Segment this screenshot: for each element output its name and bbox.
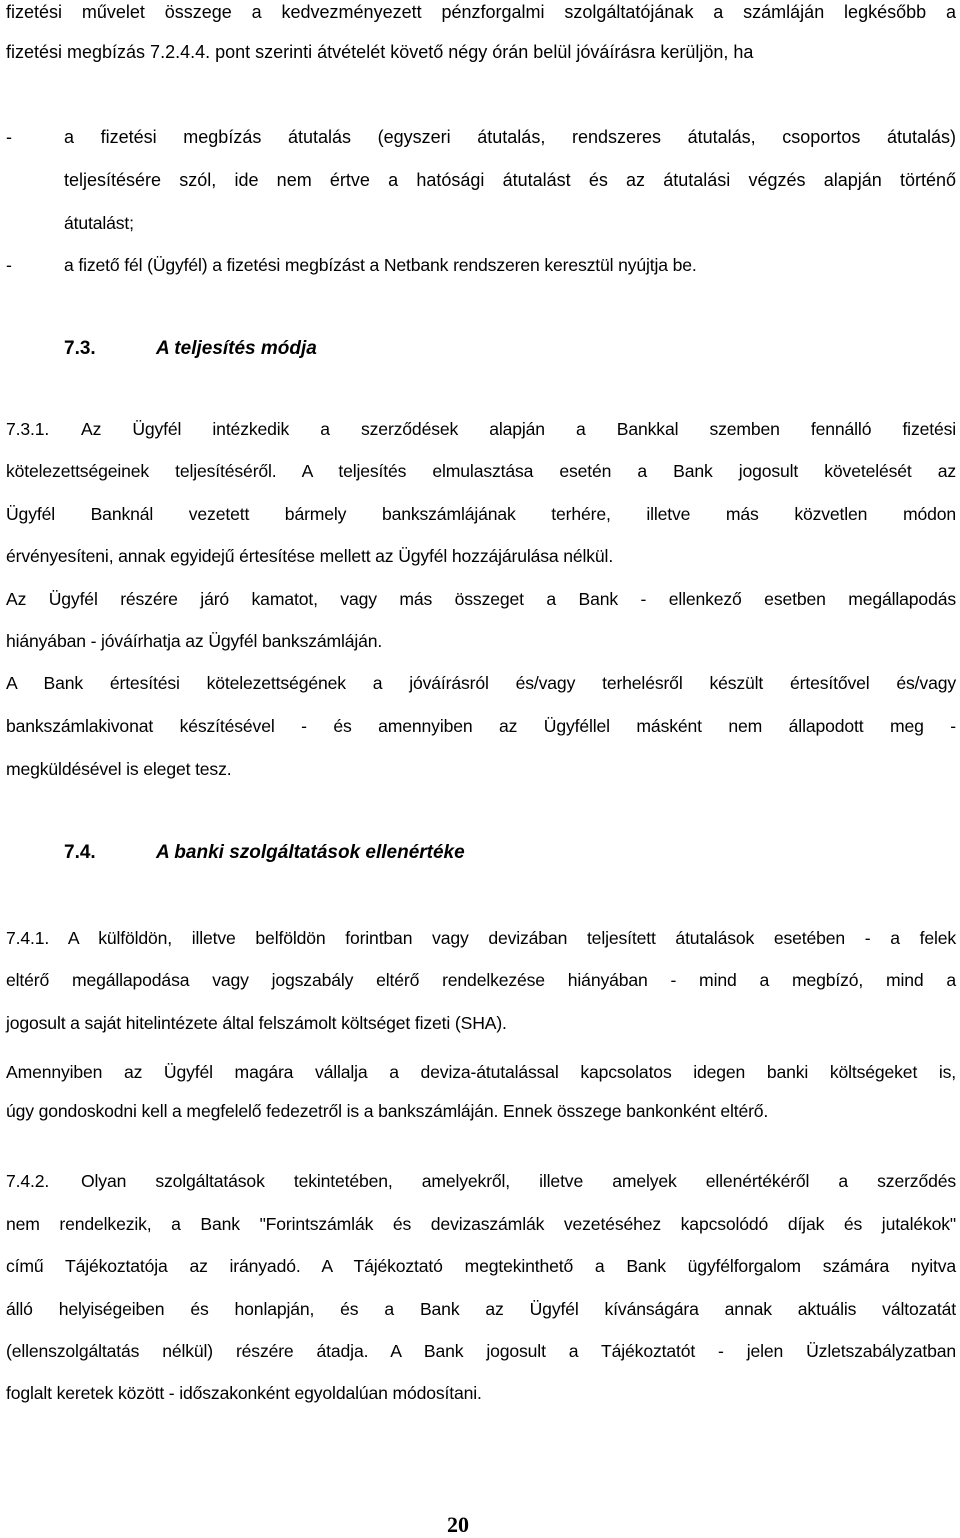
bullet-dash: - <box>6 255 12 275</box>
paragraph-7-4-2-line-3: című Tájékoztatója az irányadó. A Tájékoztató megtekinthető a Bank ügyfélforgalom számára nyitva <box>6 1256 956 1276</box>
paragraph-notification-line-3: megküldésével is eleget tesz. <box>6 759 232 779</box>
section-number: 7.4. <box>64 842 96 863</box>
paragraph-7-3-1-line-4: érvényesíteni, annak egyidejű értesítése mellett az Ügyfél hozzájárulása nélkül. <box>6 546 614 566</box>
paragraph-7-4-2-line-6: foglalt keretek között - időszakonként egyoldalúan módosítani. <box>6 1383 482 1403</box>
paragraph-7-4-1-line-3: jogosult a saját hitelintézete által felszámolt költséget fizeti (SHA). <box>6 1013 507 1033</box>
paragraph-7-4-2-num: 7.4.2. <box>6 1171 50 1191</box>
section-heading-7-4 <box>64 841 465 865</box>
section-title: A banki szolgáltatások ellenértéke <box>156 842 465 863</box>
paragraph-interest-line-2: hiányában - jóváírhatja az Ügyfél bankszámláján. <box>6 631 383 651</box>
bullet-1-line-1: a fizetési megbízás átutalás (egyszeri átutalás, rendszeres átutalás, csoportos átutalás) <box>64 127 956 147</box>
paragraph-7-4-2-line-5: (ellenszolgáltatás nélkül) részére átadja. A Bank jogosult a Tájékoztatót - jelen Üzletszabályzatban <box>6 1341 956 1361</box>
paragraph-7-3-1-line-3: Ügyfél Banknál vezetett bármely bankszámlájának terhére, illetve más közvetlen módon <box>6 504 956 524</box>
section-heading-7-3 <box>64 337 317 361</box>
paragraph-foreign-costs-line-2: úgy gondoskodni kell a megfelelő fedezetről is a bankszámláján. Ennek összege bankonként eltérő. <box>6 1101 769 1121</box>
paragraph-7-3-1-num: 7.3.1. <box>6 419 50 439</box>
section-number: 7.3. <box>64 338 96 359</box>
paragraph-7-4-2-line-4: álló helyiségeiben és honlapján, és a Bank az Ügyfél kívánságára annak aktuális változatát <box>6 1299 956 1319</box>
bullet-1-line-2: teljesítésére szól, ide nem értve a hatósági átutalást és az átutalási végzés alapján történő <box>64 170 956 190</box>
section-title: A teljesítés módja <box>156 338 317 359</box>
paragraph-7-3-1-line-2: kötelezettségeinek teljesítéséről. A teljesítés elmulasztása esetén a Bank jogosult követelését az <box>6 461 956 481</box>
bullet-1-line-3: átutalást; <box>64 213 134 233</box>
paragraph-notification-line-2: bankszámlakivonat készítésével - és amennyiben az Ügyféllel másként nem állapodott meg - <box>6 716 956 736</box>
bullet-dash: - <box>6 127 12 147</box>
paragraph-7-4-1-line-2: eltérő megállapodása vagy jogszabály eltérő rendelkezése hiányában - mind a megbízó, mind a <box>6 970 956 990</box>
paragraph-7-4-1-line-1: 7.4.1. A külföldön, illetve belföldön forintban vagy devizában teljesített átutalások esetében - a felek <box>6 928 956 948</box>
paragraph-7-3-1-line-1: Az Ügyfél intézkedik a szerződések alapján a Bankkal szemben fennálló fizetési <box>81 419 956 439</box>
continuation-line-1: fizetési művelet összege a kedvezményezett pénzforgalmi szolgáltatójának a számláján legkésőbb a <box>6 2 956 22</box>
bullet-2-line-1: a fizető fél (Ügyfél) a fizetési megbízást a Netbank rendszeren keresztül nyújtja be. <box>64 255 697 275</box>
page-number: 20 <box>447 1512 469 1537</box>
continuation-line-2: fizetési megbízás 7.2.4.4. pont szerinti átvételét követő négy órán belül jóváírásra kerüljön, ha <box>6 42 754 62</box>
paragraph-foreign-costs-line-1: Amennyiben az Ügyfél magára vállalja a deviza-átutalással kapcsolatos idegen banki költségeket is, <box>6 1062 956 1082</box>
paragraph-notification-line-1: A Bank értesítési kötelezettségének a jóváírásról és/vagy terhelésről készült értesítővel és/vagy <box>6 673 956 693</box>
paragraph-7-4-2-line-1: Olyan szolgáltatások tekintetében, amelyekről, illetve amelyek ellenértékéről a szerződés <box>81 1171 956 1191</box>
paragraph-7-4-2-line-2: nem rendelkezik, a Bank "Forintszámlák és devizaszámlák vezetéséhez kapcsolódó díjak és jutalékok" <box>6 1214 956 1234</box>
paragraph-interest-line-1: Az Ügyfél részére járó kamatot, vagy más összeget a Bank - ellenkező esetben megállapodás <box>6 589 956 609</box>
